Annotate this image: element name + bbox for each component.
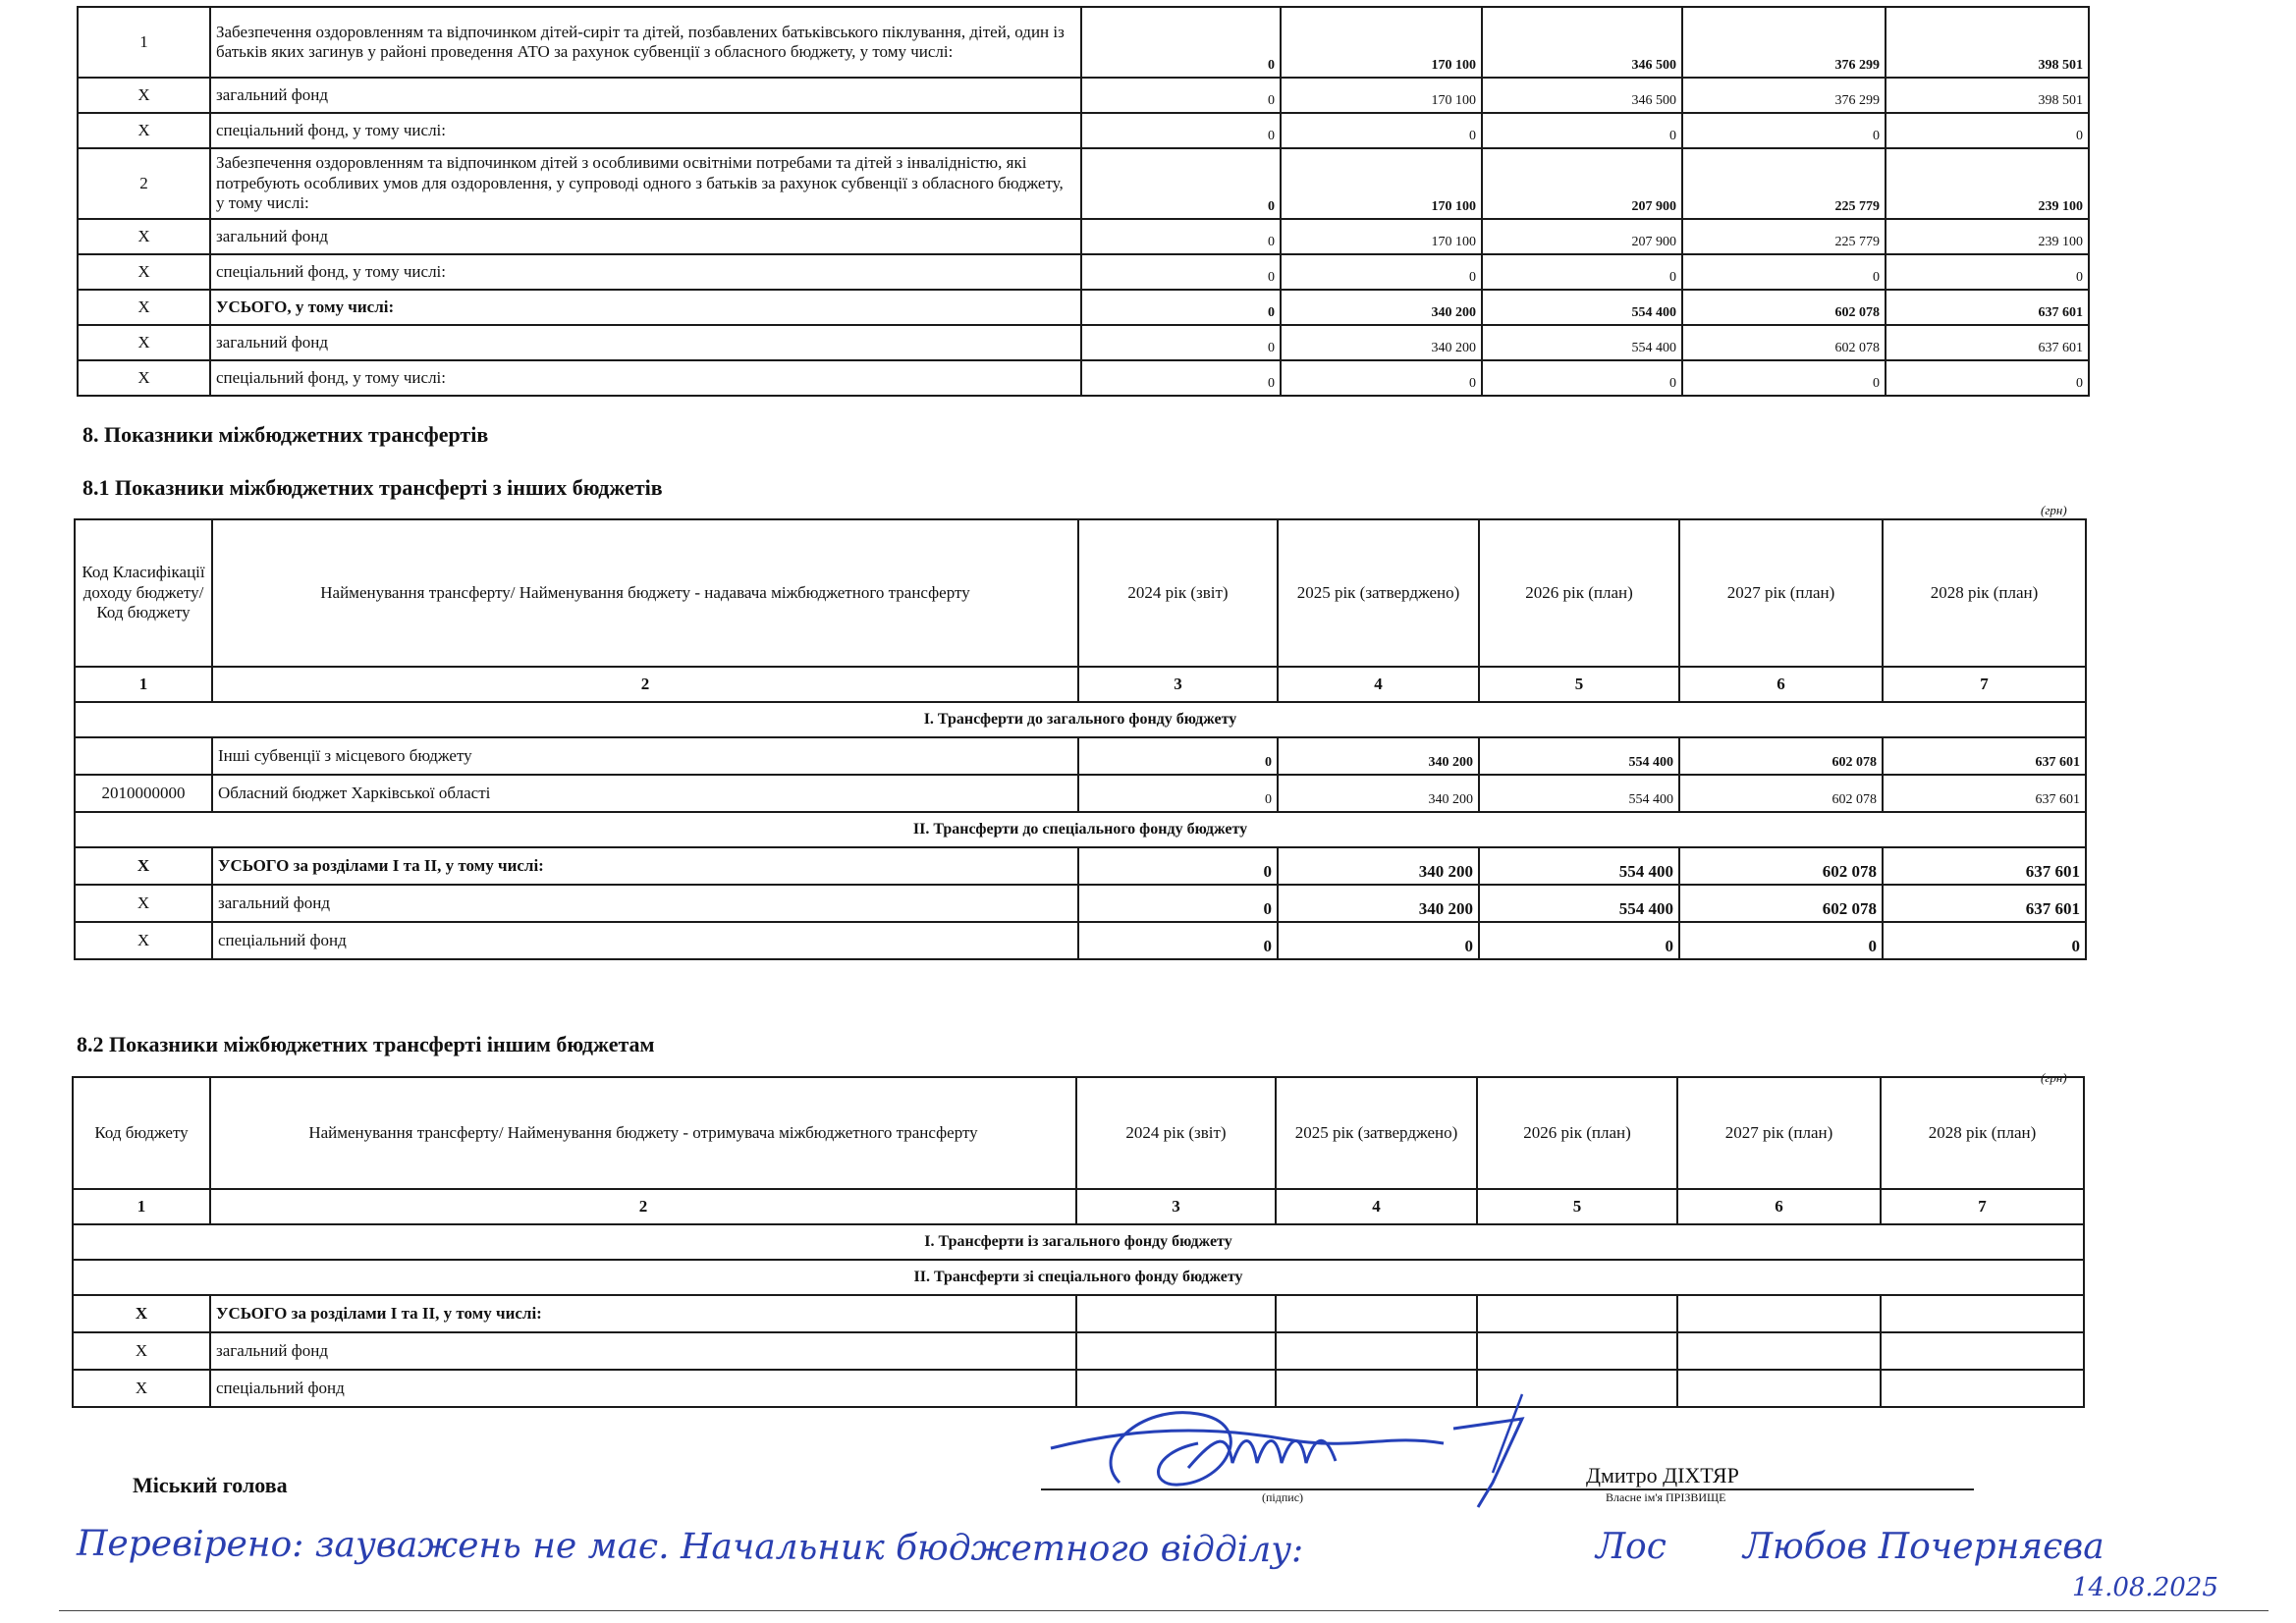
row-value: 602 078: [1682, 290, 1886, 325]
row-value: 376 299: [1682, 78, 1886, 113]
empty-cell: [1477, 1332, 1677, 1370]
row-value: 225 779: [1682, 148, 1886, 219]
col-header-2026: 2026 рік (план): [1479, 519, 1679, 667]
section-ii-label: ІІ. Трансферти зі спеціального фонду бюджету: [73, 1260, 2084, 1295]
row-value: 0: [1078, 847, 1278, 885]
section-row: [75, 702, 2086, 737]
row-number: X: [78, 290, 210, 325]
row-value: 0: [1078, 737, 1278, 775]
table-row: [78, 219, 2089, 254]
row-value: 0: [1078, 885, 1278, 922]
row-number: X: [78, 78, 210, 113]
row-name: Інші субвенції з місцевого бюджету: [212, 737, 1078, 775]
empty-cell: [1677, 1295, 1881, 1332]
col-header-2026: 2026 рік (план): [1477, 1077, 1677, 1189]
row-value: 170 100: [1281, 7, 1482, 78]
row-value: 0: [1883, 922, 2086, 959]
row-value: 637 601: [1883, 737, 2086, 775]
col-header-2025: 2025 рік (затверджено): [1276, 1077, 1477, 1189]
table-row: [78, 148, 2089, 219]
row-value: 637 601: [1886, 290, 2089, 325]
row-value: 554 400: [1482, 290, 1682, 325]
row-value: 0: [1281, 254, 1482, 290]
section-82-unit: (грн): [2041, 1070, 2067, 1085]
row-value: 0: [1081, 219, 1281, 254]
row-value: 0: [1081, 7, 1281, 78]
signer-name: Дмитро ДІХТЯР: [1586, 1463, 1739, 1488]
row-value: 239 100: [1886, 219, 2089, 254]
section-ii-label: ІІ. Трансферти до спеціального фонду бюджету: [75, 812, 2086, 847]
row-value: 0: [1281, 113, 1482, 148]
row-name: Забезпечення оздоровленням та відпочинком дітей з особливими освітніми потребами та дітей з інвалідністю, які потребують особливих умов для оздоровлення, у супроводі одного з батьків за рахунок субвенції з обласного бюджету, у тому числі:: [210, 148, 1081, 219]
col-header-code: Код бюджету: [73, 1077, 210, 1189]
row-value: 602 078: [1679, 737, 1883, 775]
section-i-label: І. Трансферти із загального фонду бюджету: [73, 1224, 2084, 1260]
row-value: 637 601: [1883, 885, 2086, 922]
table-row: [78, 360, 2089, 396]
row-value: 554 400: [1482, 325, 1682, 360]
name-caption: Власне ім'я ПРІЗВИЩЕ: [1606, 1490, 1726, 1504]
row-value: 554 400: [1479, 737, 1679, 775]
row-value: 0: [1482, 360, 1682, 396]
total-row: [73, 1332, 2084, 1370]
table-81-number-row: [75, 667, 2086, 702]
row-number: X: [78, 113, 210, 148]
row-value: 637 601: [1883, 847, 2086, 885]
section-i-label: І. Трансферти до загального фонду бюджету: [75, 702, 2086, 737]
handwritten-initials: Лос: [1596, 1527, 1667, 1567]
total-row: [75, 922, 2086, 959]
row-value: 340 200: [1281, 325, 1482, 360]
row-code: X: [75, 885, 212, 922]
row-value: 340 200: [1281, 290, 1482, 325]
row-value: 0: [1682, 254, 1886, 290]
row-value: 0: [1081, 78, 1281, 113]
row-value: 0: [1081, 325, 1281, 360]
row-value: 0: [1479, 922, 1679, 959]
row-name: УСЬОГО за розділами І та ІІ, у тому числі:: [212, 847, 1078, 885]
row-value: 0: [1078, 775, 1278, 812]
section-81-unit: (грн): [2041, 503, 2067, 517]
total-row: [75, 885, 2086, 922]
row-code: 2010000000: [75, 775, 212, 812]
row-value: 376 299: [1682, 7, 1886, 78]
empty-cell: [1276, 1332, 1477, 1370]
empty-cell: [1276, 1295, 1477, 1332]
table-row: [78, 7, 2089, 78]
row-code: X: [75, 922, 212, 959]
col-number: 5: [1479, 667, 1679, 702]
table-row: [78, 290, 2089, 325]
table-row: [75, 737, 2086, 775]
col-number: 4: [1278, 667, 1479, 702]
empty-cell: [1677, 1332, 1881, 1370]
row-value: 602 078: [1679, 847, 1883, 885]
col-number: 1: [73, 1189, 210, 1224]
row-value: 0: [1081, 113, 1281, 148]
row-value: 0: [1078, 922, 1278, 959]
row-code: X: [73, 1295, 210, 1332]
row-value: 398 501: [1886, 78, 2089, 113]
col-header-name: Найменування трансферту/ Найменування бюджету - отримувача міжбюджетного трансферту: [210, 1077, 1076, 1189]
top-table-body: [78, 7, 2089, 396]
row-value: 0: [1679, 922, 1883, 959]
section-row: [75, 812, 2086, 847]
col-header-2024: 2024 рік (звіт): [1076, 1077, 1276, 1189]
row-name: спеціальний фонд, у тому числі:: [210, 360, 1081, 396]
col-header-2027: 2027 рік (план): [1677, 1077, 1881, 1189]
col-number: 4: [1276, 1189, 1477, 1224]
row-value: 170 100: [1281, 219, 1482, 254]
table-82-header-row: [73, 1077, 2084, 1189]
row-number: X: [78, 219, 210, 254]
col-header-code: Код Класифікації доходу бюджету/Код бюджету: [75, 519, 212, 667]
col-number: 3: [1076, 1189, 1276, 1224]
empty-cell: [1677, 1370, 1881, 1407]
row-value: 207 900: [1482, 148, 1682, 219]
handwritten-name: Любов Почерняєва: [1743, 1527, 2105, 1567]
row-value: 602 078: [1682, 325, 1886, 360]
section-8-title: 8. Показники міжбюджетних трансфертів: [82, 422, 489, 447]
row-value: 0: [1081, 148, 1281, 219]
row-value: 637 601: [1883, 775, 2086, 812]
row-value: 554 400: [1479, 775, 1679, 812]
col-number: 7: [1883, 667, 2086, 702]
col-number: 2: [210, 1189, 1076, 1224]
row-name: загальний фонд: [210, 219, 1081, 254]
col-header-2025: 2025 рік (затверджено): [1278, 519, 1479, 667]
row-value: 0: [1682, 360, 1886, 396]
row-code: X: [73, 1332, 210, 1370]
handwritten-note: Перевірено: зауважень не має. Начальник бюджетного відділу:: [76, 1523, 1304, 1571]
row-value: 0: [1081, 290, 1281, 325]
row-value: 554 400: [1479, 847, 1679, 885]
row-code: X: [75, 847, 212, 885]
section-row: [73, 1224, 2084, 1260]
row-value: 398 501: [1886, 7, 2089, 78]
col-number: 6: [1679, 667, 1883, 702]
row-value: 346 500: [1482, 7, 1682, 78]
row-name: загальний фонд: [210, 1332, 1076, 1370]
row-value: 340 200: [1278, 737, 1479, 775]
table-row: [78, 113, 2089, 148]
col-number: 7: [1881, 1189, 2084, 1224]
col-number: 1: [75, 667, 212, 702]
row-value: 0: [1886, 254, 2089, 290]
row-value: 0: [1281, 360, 1482, 396]
row-value: 207 900: [1482, 219, 1682, 254]
empty-cell: [1881, 1332, 2084, 1370]
top-table: [77, 6, 2090, 397]
bottom-line: [59, 1610, 2269, 1611]
row-name: Обласний бюджет Харківської області: [212, 775, 1078, 812]
row-value: 0: [1886, 360, 2089, 396]
row-value: 554 400: [1479, 885, 1679, 922]
row-number: X: [78, 254, 210, 290]
row-number: X: [78, 325, 210, 360]
row-name: спеціальний фонд: [212, 922, 1078, 959]
empty-cell: [1881, 1370, 2084, 1407]
empty-cell: [1076, 1332, 1276, 1370]
table-82: [72, 1076, 2085, 1408]
col-number: 2: [212, 667, 1078, 702]
section-81-title: 8.1 Показники міжбюджетних трансферті з інших бюджетів: [82, 475, 663, 500]
row-value: 170 100: [1281, 78, 1482, 113]
empty-cell: [1076, 1295, 1276, 1332]
row-name: Забезпечення оздоровленням та відпочинком дітей-сиріт та дітей, позбавлених батьківського піклування, дітей, один із батьків яких загинув у районі проведення АТО за рахунок субвенції з обласного бюджету, у тому числі:: [210, 7, 1081, 78]
row-name: спеціальний фонд, у тому числі:: [210, 113, 1081, 148]
col-number: 6: [1677, 1189, 1881, 1224]
col-number: 5: [1477, 1189, 1677, 1224]
row-value: 0: [1682, 113, 1886, 148]
empty-cell: [1881, 1295, 2084, 1332]
col-number: 3: [1078, 667, 1278, 702]
row-value: 0: [1081, 254, 1281, 290]
row-value: 0: [1886, 113, 2089, 148]
col-header-2028: 2028 рік (план): [1883, 519, 2086, 667]
row-value: 637 601: [1886, 325, 2089, 360]
row-code: [75, 737, 212, 775]
signer-position: Міський голова: [133, 1473, 288, 1497]
row-value: 602 078: [1679, 885, 1883, 922]
row-name: загальний фонд: [210, 325, 1081, 360]
row-value: 0: [1278, 922, 1479, 959]
row-value: 0: [1081, 360, 1281, 396]
total-row: [73, 1295, 2084, 1332]
row-value: 0: [1482, 113, 1682, 148]
table-82-number-row: [73, 1189, 2084, 1224]
table-81: [74, 518, 2087, 960]
row-value: 340 200: [1278, 885, 1479, 922]
row-name: УСЬОГО за розділами І та ІІ, у тому числі:: [210, 1295, 1076, 1332]
total-row: [75, 847, 2086, 885]
row-value: 340 200: [1278, 847, 1479, 885]
empty-cell: [1477, 1295, 1677, 1332]
row-name: спеціальний фонд: [210, 1370, 1076, 1407]
section-row: [73, 1260, 2084, 1295]
row-name: загальний фонд: [210, 78, 1081, 113]
row-name: загальний фонд: [212, 885, 1078, 922]
table-row: [75, 775, 2086, 812]
row-name: УСЬОГО, у тому числі:: [210, 290, 1081, 325]
row-value: 0: [1482, 254, 1682, 290]
row-value: 239 100: [1886, 148, 2089, 219]
row-number: 2: [78, 148, 210, 219]
row-value: 340 200: [1278, 775, 1479, 812]
row-value: 225 779: [1682, 219, 1886, 254]
row-value: 346 500: [1482, 78, 1682, 113]
col-header-2027: 2027 рік (план): [1679, 519, 1883, 667]
handwritten-date: 14.08.2025: [2072, 1573, 2218, 1602]
row-value: 602 078: [1679, 775, 1883, 812]
col-header-2028: 2028 рік (план): [1881, 1077, 2084, 1189]
table-row: [78, 325, 2089, 360]
section-82-title: 8.2 Показники міжбюджетних трансферті іншим бюджетам: [77, 1032, 655, 1056]
col-header-name: Найменування трансферту/ Найменування бюджету - надавача міжбюджетного трансферту: [212, 519, 1078, 667]
row-code: X: [73, 1370, 210, 1407]
signature-graphic: [1031, 1375, 1620, 1512]
table-81-header-row: [75, 519, 2086, 667]
table-row: [78, 78, 2089, 113]
sign-caption: (підпис): [1262, 1490, 1304, 1504]
table-row: [78, 254, 2089, 290]
col-header-2024: 2024 рік (звіт): [1078, 519, 1278, 667]
row-name: спеціальний фонд, у тому числі:: [210, 254, 1081, 290]
row-value: 170 100: [1281, 148, 1482, 219]
row-number: X: [78, 360, 210, 396]
row-number: 1: [78, 7, 210, 78]
